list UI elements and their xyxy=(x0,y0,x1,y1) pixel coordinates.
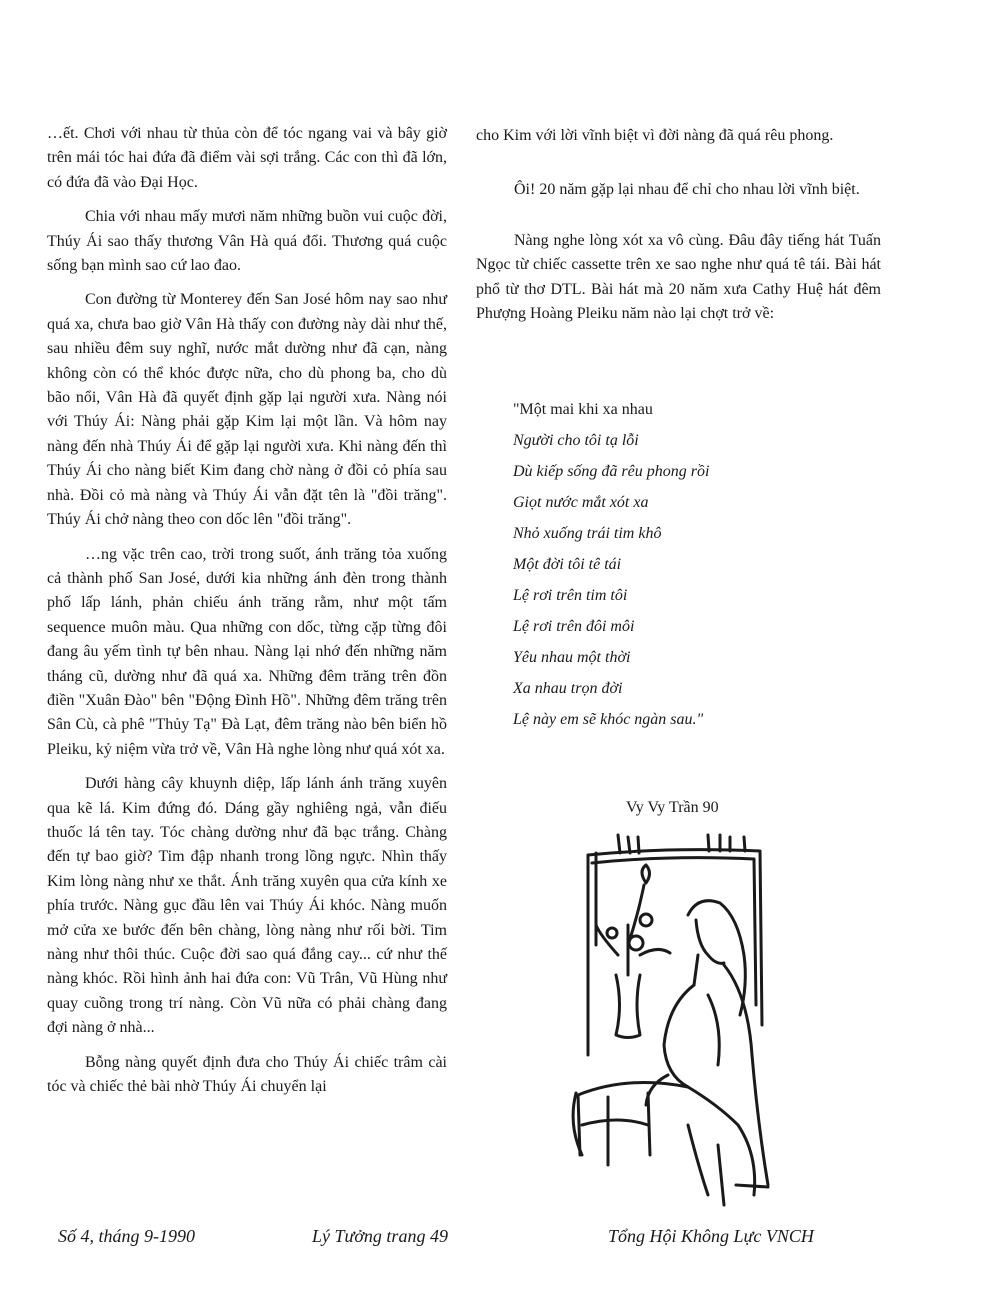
paragraph: Dưới hàng cây khuynh diệp, lấp lánh ánh trăng xuyên qua kẽ lá. Kim đứng đó. Dáng gầy nghiêng ngả, vẫn điếu thuốc lá tên tay. Tóc chàng dường như đã bạc trắng. Chàng đến tự bao giờ? Tim đập nhanh trong lồng ngực. Nhìn thấy Kim lòng nàng như xe thắt. Ánh trăng xuyên qua cửa kính xe phía trước. Nàng gục đầu lên vai Thúy Ái khóc. Nàng muốn mở cửa xe bước đến bên chàng, lòng nàng như rối bời. Tim nàng như thôi thúc. Cuộc đời sao quá đắng cay... cứ như thế nàng khóc. Rồi hình ảnh hai đứa con: Vũ Trân, Vũ Hùng như quay cuồng trong trí nàng. Còn Vũ nữa có phải chàng đang đợi nàng ở nhà... xyxy=(47,775,447,1037)
poem-line: Lệ rơi trên đôi môi xyxy=(513,618,635,635)
poem-line: Lệ này em sẽ khóc ngàn sau." xyxy=(513,711,704,728)
poem-line: "Một mai khi xa nhau xyxy=(513,401,653,418)
organization-label: Tổng Hội Không Lực VNCH xyxy=(608,1226,814,1246)
paragraph: …ng vặc trên cao, trời trong suốt, ánh trăng tỏa xuống cả thành phố San José, dưới kia những ánh đèn trong thành phố lấp lánh, phản chiếu ánh trăng rằm, như một tấm sequence muôn màu. Qua những con dốc, từng cặp từng đôi đang âu yếm tình tự bên nhau. Nàng lại nhớ đến những năm tháng cũ, dường như đã quá xa. Những đêm trăng trên đồn điền "Xuân Đào" bên "Động Đình Hồ". Những đêm trăng trên Sân Cù, cà phê "Thủy Tạ" Đà Lạt, đêm trăng nào bên biển hồ Pleiku, kỷ niệm vừa trở về, Vân Hà nghe lòng như quá xót xa. xyxy=(47,545,447,758)
woman-at-window-illustration xyxy=(548,825,788,1213)
poem-line: Xa nhau trọn đời xyxy=(513,680,623,697)
paragraph: …ết. Chơi với nhau từ thủa còn để tóc ngang vai và bây giờ trên mái tóc hai đứa đã điểm vài sợi trắng. Các con thì đã lớn, có đứa đã vào Đại Học. xyxy=(47,125,447,191)
author-signature: Vy Vy Trần 90 xyxy=(626,799,719,816)
right-column xyxy=(476,124,881,352)
poem xyxy=(513,394,813,735)
poem-line: Người cho tôi tạ lỗi xyxy=(513,432,639,449)
poem-line: Một đời tôi tê tái xyxy=(513,556,622,573)
poem-line: Giọt nước mắt xót xa xyxy=(513,494,649,511)
poem-line: Nhỏ xuống trái tim khô xyxy=(513,525,662,542)
paragraph: Bỗng nàng quyết định đưa cho Thúy Ái chiếc trâm cài tóc và chiếc thẻ bài nhờ Thúy Ái chuyển lại xyxy=(47,1053,447,1096)
poem-line: Lệ rơi trên tim tôi xyxy=(513,587,628,604)
poem-line: Dù kiếp sống đã rêu phong rồi xyxy=(513,463,710,480)
left-column xyxy=(47,122,447,1109)
paragraph: Con đường từ Monterey đến San José hôm nay sao như quá xa, chưa bao giờ Vân Hà thấy con đường này dài như thế, sau nhiều đêm suy nghĩ, nước mắt dường như đã cạn, nàng không còn có thể khóc được nữa, cho dù phong ba, cho dù bão nổi, Vân Hà đã quyết định gặp lại người xưa. Nàng nói với Thúy Ái: Nàng phải gặp Kim lại một lần. Và hôm nay nàng đến nhà Thúy Ái để gặp lại người xưa. Khi nàng đến thì Thúy Ái cho nàng biết Kim đang chờ nàng ở đồi cỏ phía sau nhà. Đồi cỏ mà nàng và Thúy Ái vẫn đặt tên là "đồi trăng". Thúy Ái chở nàng theo con dốc lên "đồi trăng". xyxy=(47,291,447,529)
paragraph: Nàng nghe lòng xót xa vô cùng. Đâu đây tiếng hát Tuấn Ngọc từ chiếc cassette trên xe sao nghe như quá tê tái. Bài hát phổ từ thơ DTL. Bài hát mà 20 năm xưa Cathy Huệ hát đêm Phượng Hoàng Pleiku năm nào lại chợt trở về: xyxy=(476,231,881,323)
paragraph: Chia với nhau mấy mươi năm những buồn vui cuộc đời, Thúy Ái sao thấy thương Vân Hà quá đổi. Thương quá cuộc sống bạn mình sao cứ lao đao. xyxy=(47,208,447,275)
paragraph: cho Kim với lời vĩnh biệt vì đời nàng đã quá rêu phong. xyxy=(476,127,834,144)
poem-line: Yêu nhau một thời xyxy=(513,649,631,666)
issue-label: Số 4, tháng 9-1990 xyxy=(58,1226,195,1246)
paragraph: Ôi! 20 năm gặp lại nhau để chỉ cho nhau lời vĩnh biệt. xyxy=(514,181,860,199)
page-number: Lý Tưởng trang 49 xyxy=(312,1226,448,1246)
